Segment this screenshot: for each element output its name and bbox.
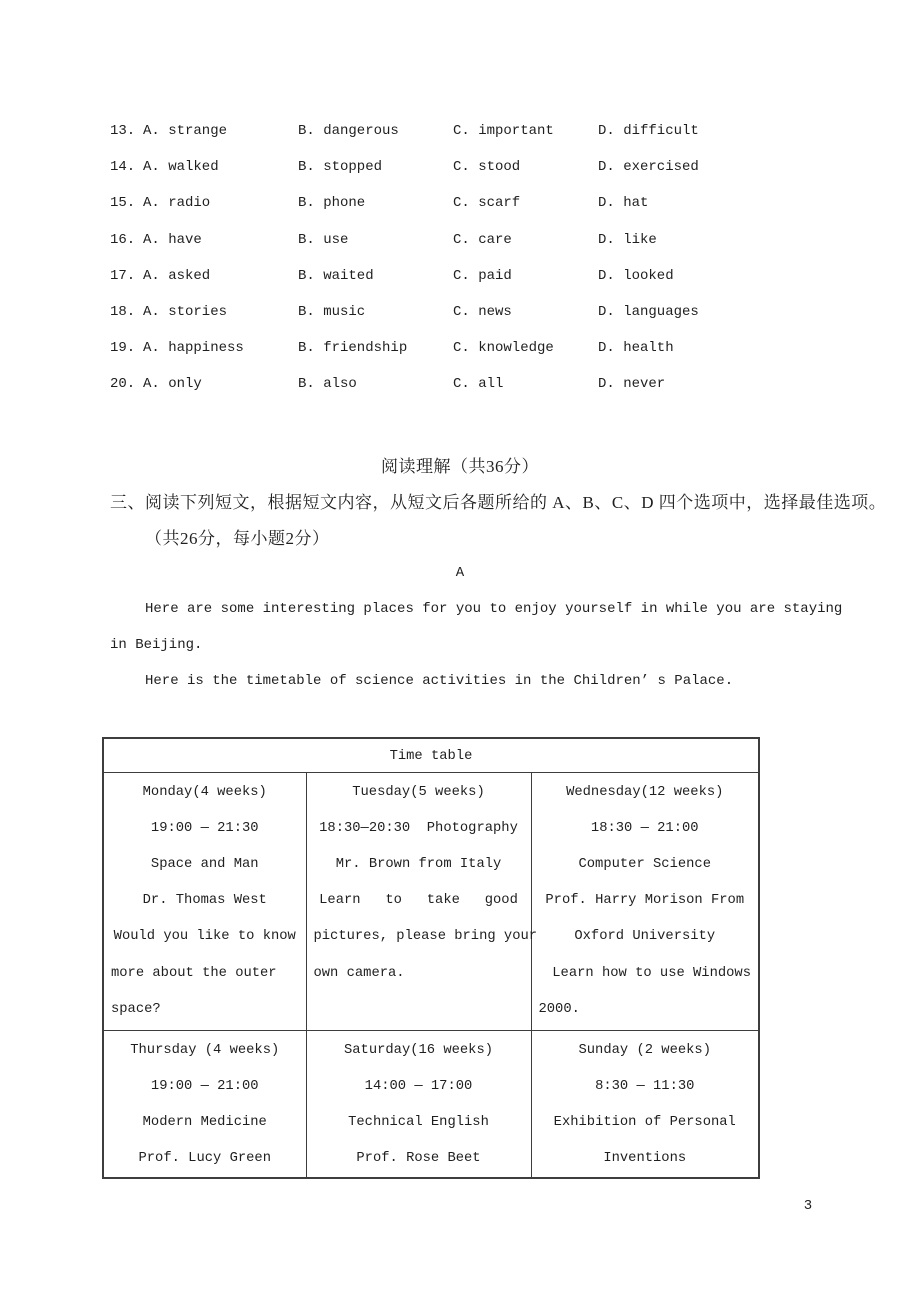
timetable-line: own camera. [313, 965, 405, 981]
timetable-line: Learn to take good [319, 893, 518, 909]
option-row-16 [110, 222, 830, 258]
option-a: A. radio [143, 195, 211, 212]
option-row-18 [110, 294, 830, 330]
section-heading: 阅读理解（共36分） [381, 456, 539, 476]
option-b: B. also [298, 376, 357, 393]
timetable-line: more about the outer [111, 965, 277, 981]
timetable-line: Would you like to know [113, 929, 296, 945]
timetable-cell-thursday [103, 1031, 306, 1178]
option-c: C. all [453, 376, 504, 393]
passage-paragraph-1-line-1: Here are some interesting places for you to enjoy yourself in while you are staying [145, 600, 843, 617]
timetable-line: 14:00 — 17:00 [364, 1078, 473, 1094]
timetable-line: Thursday (4 weeks) [130, 1042, 280, 1058]
option-d: D. looked [598, 267, 674, 284]
option-row-19 [110, 330, 830, 366]
option-b: B. music [298, 304, 366, 321]
timetable-title: Time table [389, 748, 473, 764]
question-number: 17. [110, 267, 136, 284]
timetable-line: Monday(4 weeks) [142, 784, 267, 800]
timetable-line: Exhibition of Personal [553, 1114, 736, 1130]
option-c: C. important [453, 123, 554, 140]
timetable-cell-saturday [306, 1031, 531, 1178]
timetable-cell-wednesday [531, 773, 759, 1031]
option-row-20 [110, 366, 830, 402]
page-number: 3 [803, 1198, 813, 1214]
timetable-line: Sunday (2 weeks) [578, 1042, 711, 1058]
option-row-17 [110, 258, 830, 294]
option-d: D. never [598, 376, 666, 393]
option-a: A. asked [143, 267, 211, 284]
timetable-line: Dr. Thomas West [142, 893, 267, 909]
option-a: A. stories [143, 304, 228, 321]
timetable-cell-monday [103, 773, 306, 1031]
question-number: 19. [110, 340, 136, 357]
option-c: C. news [453, 304, 512, 321]
option-a: A. only [143, 376, 202, 393]
option-row-15 [110, 185, 830, 221]
option-b: B. use [298, 231, 349, 248]
question-number: 14. [110, 159, 136, 176]
passage-label: A [455, 564, 465, 581]
option-b: B. friendship [298, 340, 408, 357]
options-block [110, 113, 830, 403]
option-row-13 [110, 113, 830, 149]
timetable-line: Saturday(16 weeks) [343, 1042, 494, 1058]
option-d: D. like [598, 231, 657, 248]
timetable-line: Space and Man [150, 856, 259, 872]
passage-paragraph-2: Here is the timetable of science activities in the Children’ s Palace. [145, 673, 734, 690]
timetable-line: Learn how to use Windows [552, 965, 751, 981]
option-row-14 [110, 149, 830, 185]
timetable-line: Computer Science [578, 856, 711, 872]
timetable-wrapper [102, 737, 760, 1179]
option-b: B. waited [298, 267, 374, 284]
timetable-line: Oxford University [574, 929, 716, 945]
section-instruction: 三、阅读下列短文，根据短文内容，从短文后各题所给的 A、B、C、D 四个选项中，选择最佳选项。 [110, 492, 887, 512]
option-d: D. languages [598, 304, 699, 321]
timetable-line: space? [111, 1001, 161, 1017]
timetable-line: Technical English [348, 1114, 489, 1130]
option-d: D. difficult [598, 123, 699, 140]
option-b: B. stopped [298, 159, 383, 176]
option-c: C. knowledge [453, 340, 554, 357]
timetable-title-cell [103, 738, 759, 773]
timetable-line: Inventions [603, 1151, 687, 1167]
option-c: C. care [453, 231, 512, 248]
question-number: 18. [110, 304, 136, 321]
timetable-line: Mr. Brown from Italy [335, 856, 502, 872]
option-b: B. dangerous [298, 123, 399, 140]
timetable-cell-tuesday [306, 773, 538, 1031]
timetable-line: Prof. Harry Morison From [545, 893, 745, 909]
passage-paragraph-1-line-2: in Beijing. [110, 637, 203, 654]
option-c: C. scarf [453, 195, 521, 212]
timetable-line: 19:00 — 21:30 [150, 820, 259, 836]
timetable-line: 18:30 — 21:00 [590, 820, 699, 836]
option-a: A. strange [143, 123, 228, 140]
reading-section [0, 446, 920, 699]
question-number: 15. [110, 195, 136, 212]
option-d: D. hat [598, 195, 649, 212]
option-a: A. happiness [143, 340, 244, 357]
option-c: C. paid [453, 267, 512, 284]
question-number: 20. [110, 376, 136, 393]
timetable [102, 737, 760, 1179]
timetable-line: 18:30—20:30 Photography [319, 820, 518, 836]
timetable-line: pictures, please bring your [313, 929, 538, 945]
timetable-line: Tuesday(5 weeks) [352, 784, 485, 800]
option-a: A. have [143, 231, 202, 248]
question-number: 16. [110, 231, 136, 248]
timetable-line: Wednesday(12 weeks) [566, 784, 724, 800]
option-d: D. health [598, 340, 674, 357]
question-number: 13. [110, 123, 136, 140]
option-b: B. phone [298, 195, 366, 212]
timetable-line: Prof. Lucy Green [138, 1151, 271, 1167]
timetable-line: Prof. Rose Beet [356, 1151, 481, 1167]
option-d: D. exercised [598, 159, 699, 176]
timetable-line: 19:00 — 21:00 [150, 1078, 259, 1094]
option-c: C. stood [453, 159, 521, 176]
timetable-cell-sunday [531, 1031, 759, 1178]
timetable-line: Modern Medicine [142, 1114, 267, 1130]
option-a: A. walked [143, 159, 219, 176]
timetable-line: 2000. [538, 1001, 580, 1017]
timetable-line: 8:30 — 11:30 [595, 1078, 695, 1094]
score-note: （共26分，每小题2分） [145, 528, 330, 548]
